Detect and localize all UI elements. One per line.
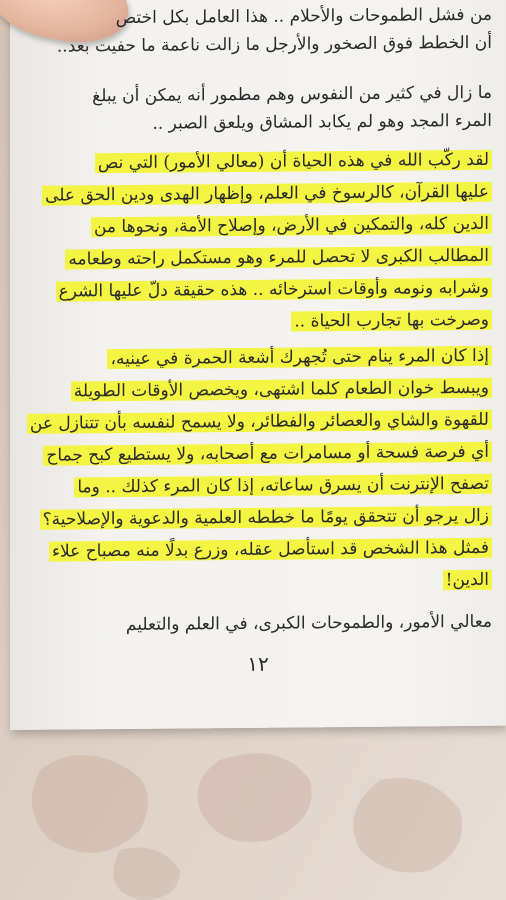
highlighted-line: إذا كان المرء ينام حتى تُجهرك أشعة الحمرة في عينيه، xyxy=(107,342,492,373)
text-line: معالي الأمور، والطموحات الكبرى، في العلم والتعليم xyxy=(125,611,492,635)
text-line: المرء المجد وهو لم يكابد المشاق ويلعق الصبر .. xyxy=(152,110,492,134)
book-page xyxy=(10,0,506,730)
text-line: أن الخطط فوق الصخور والأرجل ما زالت ناعمة ما حفيت بعد.. xyxy=(56,32,492,57)
highlighted-line: المطالب الكبرى لا تحصل للمرء وهو مستكمل راحته وطعامه xyxy=(65,242,492,274)
highlighted-line: تصفح الإنترنت أن يسرق ساعاته، إذا كان المرء كذلك .. وما xyxy=(74,470,492,502)
highlighted-line: أي فرصة فسحة أو مسامرات مع أصحابه، ولا يستطيع كبح جماح xyxy=(43,438,492,470)
highlighted-line: ويبسط خوان الطعام كلما اشتهى، ويخصص الأوقات الطويلة xyxy=(71,374,492,406)
highlighted-line: فمثل هذا الشخص قد استأصل عقله، وزرع بدلًا منه مصباح علاء xyxy=(49,534,492,566)
highlighted-line: وصرخت بها تجارب الحياة .. xyxy=(291,306,492,336)
page-number: ١٢ xyxy=(247,651,269,676)
highlighted-line: لقد ركّب الله في هذه الحياة أن (معالي الأمور) التي نص xyxy=(95,146,492,177)
highlighted-line: زال يرجو أن تتحقق يومًا ما خططه العلمية والدعوية والإصلاحية؟ xyxy=(40,502,492,534)
highlighted-line: الدين كله، والتمكين في الأرض، وإصلاح الأمة، ونحوها من xyxy=(91,210,492,241)
highlighted-line: عليها القرآن، كالرسوخ في العلم، وإظهار الهدى ودين الحق على xyxy=(42,178,492,210)
text-line: من فشل الطموحات والأحلام .. هذا العامل بكل اختص xyxy=(115,4,492,29)
highlighted-line: وشرابه ونومه وأوقات استرخائه .. هذه حقيقة دلّ عليها الشرع xyxy=(56,274,492,306)
text-line: ما زال في كثير من النفوس وهم مطمور أنه يمكن أن يبلغ xyxy=(92,82,492,107)
highlighted-line: الدين! xyxy=(443,566,492,594)
highlighted-line: للقهوة والشاي والعصائر والفطائر، ولا يسمح لنفسه بأن تتنازل عن xyxy=(27,406,492,438)
